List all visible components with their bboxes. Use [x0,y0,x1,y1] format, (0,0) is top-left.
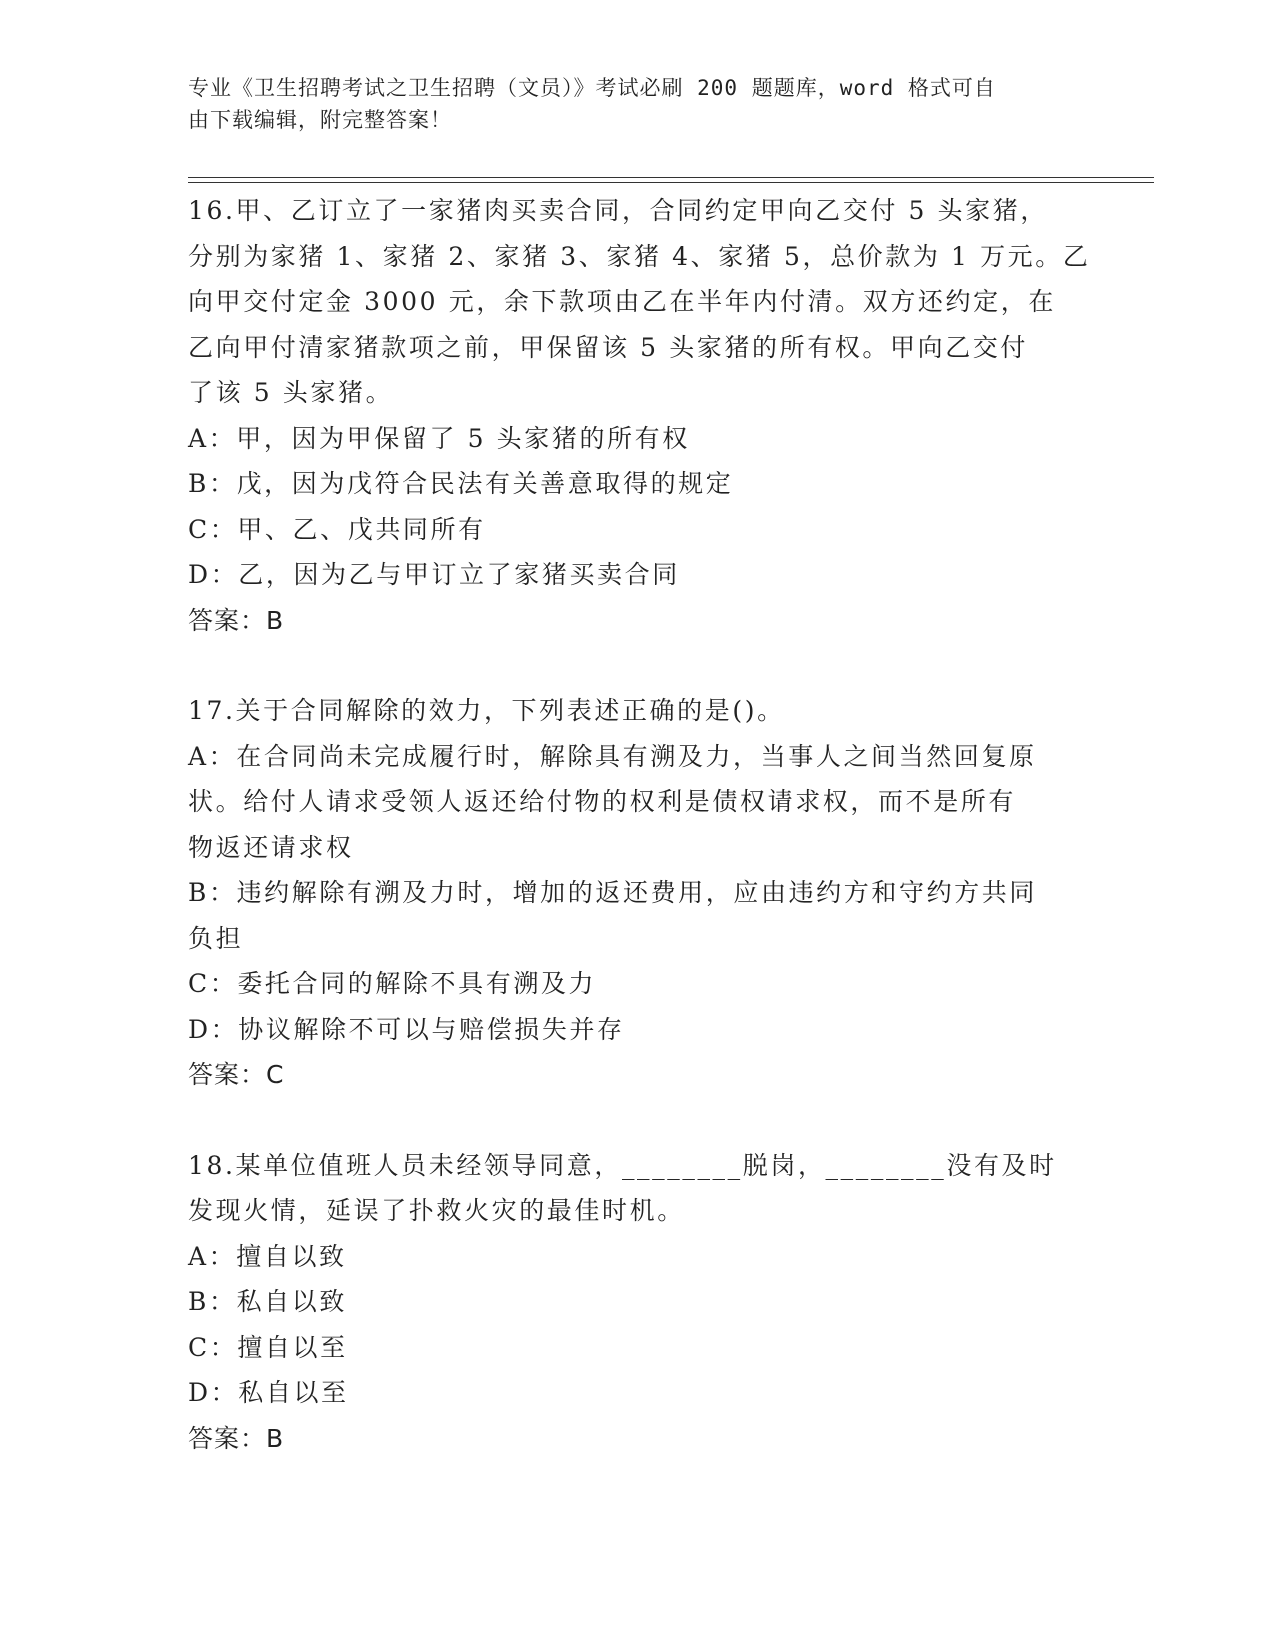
question-list [188,188,1091,1461]
answer-key: 答案：C [188,1060,285,1089]
answer-key: 答案：B [188,605,285,635]
question-stem-line: 了该 5 头家猪。 [188,378,394,407]
header-divider-bottom [188,182,1154,183]
question-stem-line: 分别为家猪 1、家猪 2、家猪 3、家猪 4、家猪 5，总价款为 1 万元。乙 [188,241,1091,271]
option-b-continued: 负担 [188,923,244,953]
option-c: C：委托合同的解除不具有溯及力 [188,969,597,998]
option-a: A：擅自以致 [188,1241,347,1271]
question-stem-line: 18.某单位值班人员未经领导同意，________脱岗，________没有及时 [188,1150,1057,1180]
option-b: B：违约解除有溯及力时，增加的返还费用，应由违约方和守约方共同 [188,878,1037,907]
answer-key: 答案：B [188,1423,285,1453]
question-16 [188,188,1091,643]
option-d: D：乙，因为乙与甲订立了家猪买卖合同 [188,560,680,589]
question-stem-line: 乙向甲付清家猪款项之前，甲保留该 5 头家猪的所有权。甲向乙交付 [188,332,1029,362]
header-line: 专业《卫生招聘考试之卫生招聘（文员）》考试必刷 200 题题库，word 格式可自 [188,76,996,100]
option-d: D：私自以至 [188,1378,349,1407]
question-stem-line: 16.甲、乙订立了一家猪肉买卖合同，合同约定甲向乙交付 5 头家猪， [188,196,1048,225]
question-17 [188,688,1088,1098]
option-a: A：在合同尚未完成履行时，解除具有溯及力，当事人之间当然回复原 [188,741,1037,771]
option-c: C：甲、乙、戊共同所有 [188,514,486,544]
header-divider-top [188,177,1154,178]
option-d: D：协议解除不可以与赔偿损失并存 [188,1014,625,1044]
option-a-continued: 物返还请求权 [188,832,354,862]
option-b: B：私自以致 [188,1287,347,1316]
question-18 [188,1143,1088,1462]
option-a: A：甲，因为甲保留了 5 头家猪的所有权 [188,423,690,453]
document-header [188,72,1068,136]
question-stem-line: 17.关于合同解除的效力，下列表述正确的是()。 [188,696,785,725]
option-b: B：戊，因为戊符合民法有关善意取得的规定 [188,469,734,498]
option-a-continued: 状。给付人请求受领人返还给付物的权利是债权请求权，而不是所有 [188,787,1017,816]
question-stem-line: 向甲交付定金 3000 元，余下款项由乙在半年内付清。双方还约定，在 [188,287,1056,316]
header-line: 由下载编辑，附完整答案！ [188,108,452,132]
option-c: C：擅自以至 [188,1332,348,1362]
question-stem-line: 发现火情，延误了扑救火灾的最佳时机。 [188,1196,685,1225]
